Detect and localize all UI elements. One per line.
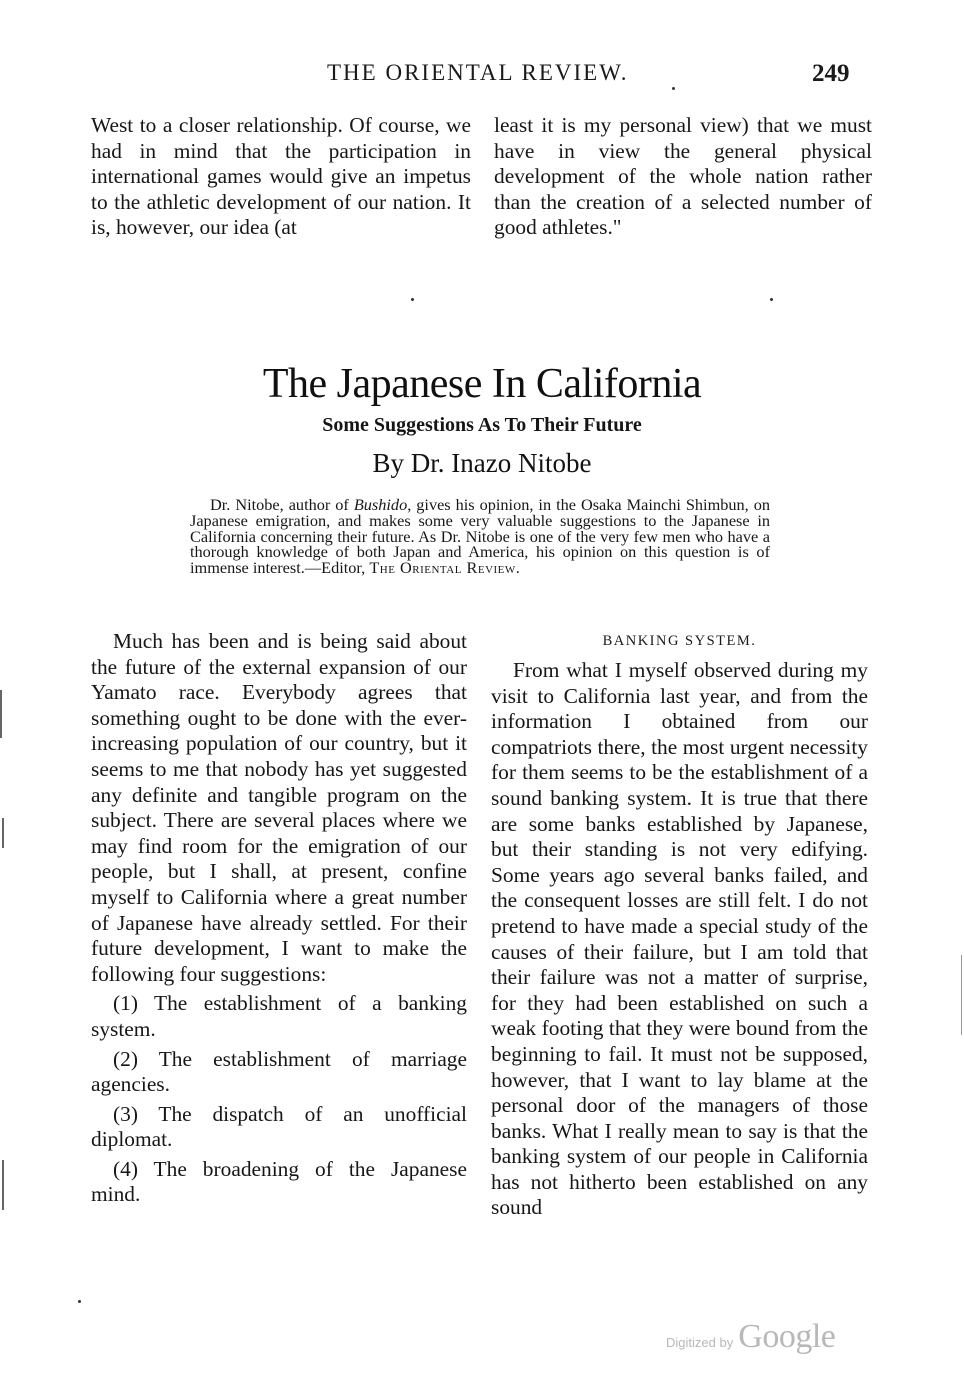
google-logo: Google (738, 1318, 836, 1355)
suggestion-item: (4) The broadening of the Japanese mind. (91, 1156, 467, 1207)
previous-article-left-column (91, 113, 471, 241)
scan-margin-line (0, 690, 2, 738)
editor-note (190, 497, 770, 576)
journal-title: THE ORIENTAL REVIEW. (327, 60, 629, 85)
book-title: Bushido (353, 495, 408, 514)
section-heading: BANKING SYSTEM. (602, 633, 757, 649)
scan-speck (411, 298, 414, 301)
previous-article-right-column (494, 113, 872, 241)
article-title: The Japanese In California (262, 361, 702, 407)
suggestion-item: (2) The establishment of marriage agencies. (91, 1046, 467, 1097)
digitized-watermark (666, 1318, 835, 1356)
scan-speck (770, 298, 773, 301)
suggestion-item: (1) The establishment of a banking system. (91, 991, 467, 1041)
editor-note-text: , gives his opinion, in the Osaka Mainchi Shimbun, on Japanese emigration, and makes some very valuable suggestions to the Japanese in California concerning their future. As Dr. Nitobe is one of the very few men who have a thorough knowledge of both Japan and America, his opinion on this question is of immense interest.—Editor, (190, 495, 771, 578)
scan-speck (672, 87, 675, 90)
watermark-prefix: Digitized by (666, 1335, 734, 1350)
suggestion-item: (3) The dispatch of an unofficial diplomat. (91, 1101, 467, 1152)
previous-article-text-left: West to a closer relationship. Of course, we had in mind that the participation in international games would give an impetus to the athletic development of our nation. It is, however, our idea (at (91, 113, 471, 240)
article-subtitle: Some Suggestions As To Their Future (322, 414, 642, 436)
scan-speck (78, 1300, 81, 1303)
scan-margin-line (2, 1160, 4, 1210)
article-byline: By Dr. Inazo Nitobe (372, 448, 592, 478)
journal-name: The Oriental Review. (369, 558, 521, 578)
article-right-column (491, 658, 868, 1221)
running-head (0, 58, 964, 94)
previous-article-text-right: least it is my personal view) that we must have in view the general physical development of the whole nation rather than the creation of a selected number of good athletes." (494, 113, 872, 240)
scan-margin-line (2, 818, 4, 848)
scan-margin-line (961, 955, 962, 1035)
banking-paragraph: From what I myself observed during my visit to California last year, and from the information I obtained from our compatriots there, the most urgent necessity for them seems to be the establishment of a sound banking system. It is true that there are some banks established by Japanese, but their standing is not very edifying. Some years ago several banks failed, and the consequent losses are still felt. I do not pretend to have made a special study of the causes of their failure, but I am told that their failure was not a matter of surprise, for they had been established on such a weak footing that they were bound from the beginning to fail. It must not be supposed, however, that I want to lay blame at the personal door of the managers of those banks. What I really mean to say is that the banking system of our people in California has not hitherto been established on any sound (491, 658, 868, 1220)
editor-note-text: Dr. Nitobe, author of (210, 495, 354, 514)
article-left-column (91, 629, 467, 1208)
intro-paragraph: Much has been and is being said about the future of the external expansion of our Yamato race. Everybody agrees that something ought to be done with the ever-increasing population of our country, but it seems to me that nobody has yet suggested any definite and tangible program on the subject. There are several places where we may find room for the emigration of our people, but I shall, at present, confine myself to California where a great number of Japanese have already settled. For their future development, I want to make the following four suggestions: (91, 629, 467, 986)
page-number: 249 (812, 60, 850, 87)
